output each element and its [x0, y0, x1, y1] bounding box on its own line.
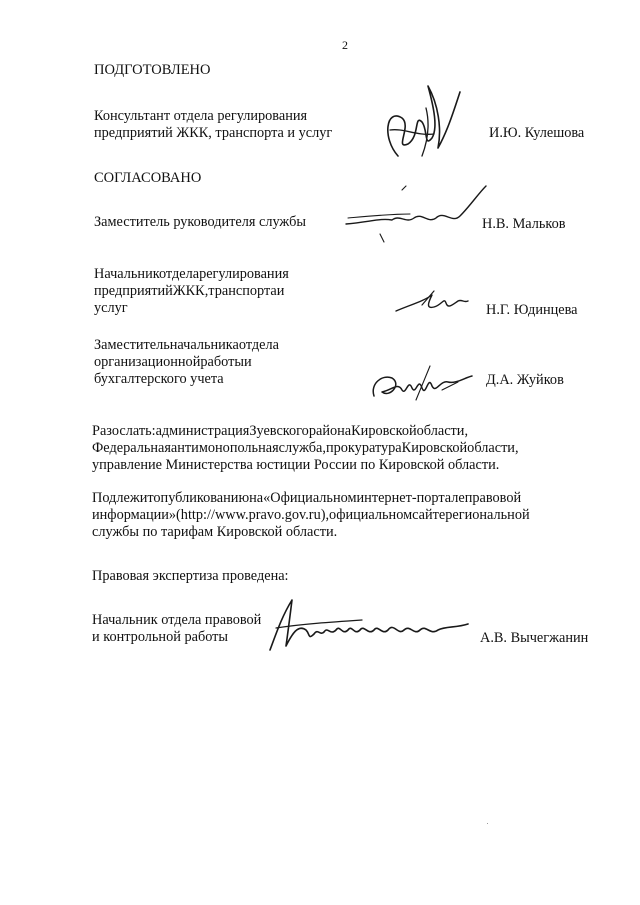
- distribution-line: Федеральнаяантимонопольнаяслужба,прокуратураКировскойобласти,: [92, 440, 519, 456]
- signature-malkov: [340, 180, 490, 250]
- prepared-name: И.Ю. Кулешова: [489, 125, 585, 141]
- signer-role-line: предприятийЖКК,транспортаи: [94, 283, 285, 299]
- signer-name: Н.В. Мальков: [482, 216, 566, 232]
- signer-role-line: организационнойработыи: [94, 354, 252, 370]
- signer-role: [94, 337, 336, 388]
- signer-role: [94, 266, 336, 317]
- page-number: 2: [342, 38, 348, 52]
- prepared-role: [94, 108, 332, 142]
- signer-role-line: Заместительначальникаотдела: [94, 337, 279, 353]
- approved-heading: СОГЛАСОВАНО: [94, 170, 202, 186]
- signer-role-line: Начальникотделарегулирования: [94, 266, 289, 282]
- scan-speck: [487, 823, 488, 824]
- legal-review-role: [92, 612, 261, 646]
- legal-review-statement: Правовая экспертиза проведена:: [92, 568, 289, 584]
- signer-name: Н.Г. Юдинцева: [486, 302, 578, 318]
- distribution-line: Разослать:администрацияЗуевскогорайонаКировскойобласти,: [92, 423, 469, 439]
- publication-line: службы по тарифам Кировской области.: [92, 524, 338, 540]
- publication-line: Подлежитопубликованиюна«Официальноминтернет-порталеправовой: [92, 490, 522, 506]
- signer-role-line: Заместитель руководителя службы: [94, 214, 307, 230]
- publication-note: [92, 490, 594, 541]
- legal-review-role-line: Начальник отдела правовой: [92, 612, 262, 628]
- signer-role-line: бухгалтерского учета: [94, 371, 224, 387]
- legal-review-role-line: и контрольной работы: [92, 629, 229, 645]
- prepared-role-line: предприятий ЖКК, транспорта и услуг: [94, 125, 333, 141]
- prepared-heading: ПОДГОТОВЛЕНО: [94, 62, 211, 78]
- signature-vychegzhanin: [262, 594, 474, 654]
- distribution-list: [92, 423, 594, 474]
- signer-role: [94, 214, 306, 231]
- distribution-line: управление Министерства юстиции России по Кировской области.: [92, 457, 500, 473]
- signature-zhuykov: [368, 360, 478, 404]
- legal-review-name: А.В. Вычегжанин: [480, 630, 589, 646]
- signature-kuleshova: [368, 78, 480, 170]
- signer-name: Д.А. Жуйков: [486, 372, 564, 388]
- signer-role-line: услуг: [94, 300, 128, 316]
- signature-yudintseva: [392, 285, 470, 319]
- prepared-role-line: Консультант отдела регулирования: [94, 108, 308, 124]
- publication-line: информации»(http://www.pravo.gov.ru),официальномсайтерегиональной: [92, 507, 530, 523]
